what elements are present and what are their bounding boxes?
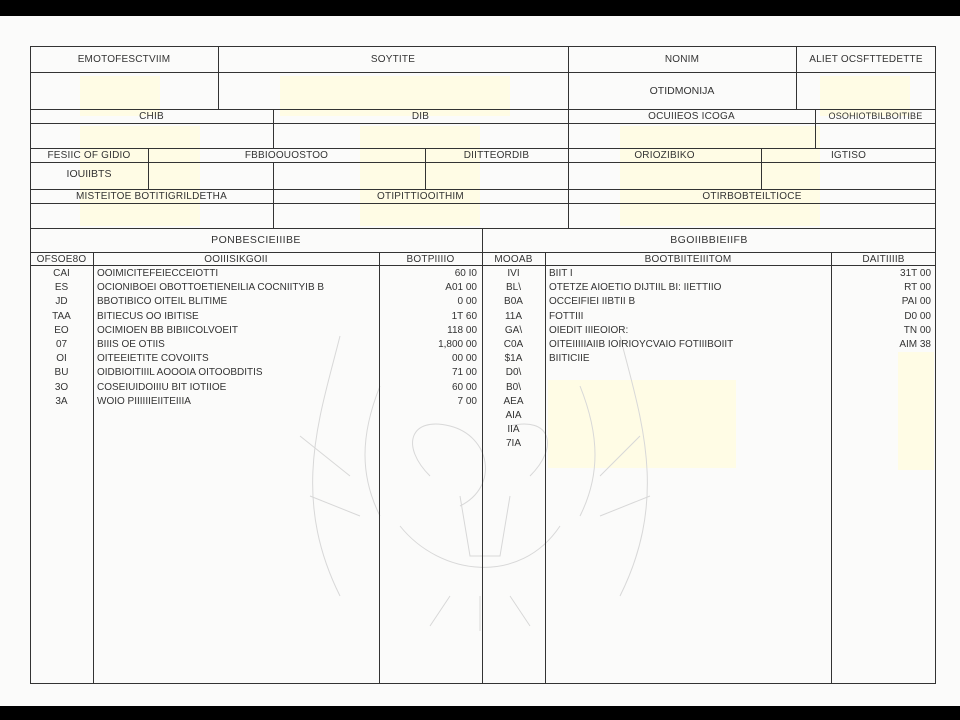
field-label-other-data: OTIPITTIOOITHIM <box>377 191 464 202</box>
col-header-concept: OOIIISIKGOII <box>204 254 268 265</box>
row-code: CAI <box>53 268 70 279</box>
col-header-concept: BOOTBIITEIIITOM <box>644 254 732 265</box>
row-code: IIA <box>507 424 520 436</box>
row-amount: A01 00 <box>445 282 477 294</box>
field-value-nomina: OTIDMONIJA <box>649 85 715 97</box>
row-amount: 0 00 <box>457 296 477 308</box>
row-code: JD <box>55 296 68 308</box>
row-code: B0\ <box>505 381 521 393</box>
field-label-payment-date: DIITTEORDIB <box>463 150 530 161</box>
row-description: WOIO PIIIIIIEIITEIIIA <box>97 395 191 407</box>
row-description: BBOTIBICO OITEIL BLITIME <box>97 296 228 308</box>
field-label-employer: SOYTITE <box>370 54 416 65</box>
row-amount: 60 00 <box>451 381 477 393</box>
form-page <box>0 16 960 706</box>
col-header-amount: BOTPIIIIO <box>406 254 455 265</box>
row-code: TAA <box>52 310 71 322</box>
row-code: C0A <box>503 339 524 350</box>
row-amount: 118 00 <box>447 324 477 336</box>
field-value-period: IOUIIBTS <box>66 168 112 180</box>
field-label-employee-name: EMOTOFESCTVIIM <box>77 54 171 65</box>
row-description: FOTTIII <box>549 310 584 322</box>
row-description: COSEIUIDOIIIU BIT IOTIIOE <box>97 381 227 393</box>
row-description: OIEDIT IIIEOIOR: <box>549 324 629 336</box>
field-label-account: FBBIOOUOSTOO <box>244 150 329 161</box>
row-code: B0A <box>504 296 523 308</box>
row-code: IVI <box>507 268 520 279</box>
row-code: 7IA <box>505 438 521 450</box>
field-label-code: IGTISO <box>830 150 867 161</box>
field-label-rfc: DIB <box>411 111 430 122</box>
row-amount: 71 00 <box>451 367 477 379</box>
field-label-position: OSOHIOTBILBOITIBE <box>828 111 923 121</box>
col-header-amount: DAITIIIIB <box>862 254 905 265</box>
row-description: OITEIIIIIAIIB IOIRIOYCVAIO FOTIIIBOIIT <box>549 339 734 350</box>
row-code: D0\ <box>505 367 522 379</box>
row-code: OI <box>56 353 67 365</box>
row-code: 07 <box>55 339 68 350</box>
row-description: OCCEIFIEI IIBTII B <box>549 296 636 308</box>
row-amount: AIM 38 <box>899 339 931 350</box>
row-code: EO <box>54 324 69 336</box>
section-title-perceptions: PONBESCIEIIIBE <box>211 234 301 246</box>
row-description: OCIONIBOEI OBOTTOETIENEILIA COCNIITYIB B <box>97 282 325 294</box>
field-label-date-range: ALIET OCSFTTEDETTE <box>809 54 923 65</box>
row-code: GA\ <box>504 324 523 336</box>
field-label-nomina: NONIM <box>664 54 700 65</box>
row-code: $1A <box>504 353 523 365</box>
row-code: AIA <box>505 410 522 421</box>
row-amount: 1,800 00 <box>438 339 477 350</box>
row-code: BU <box>54 367 69 379</box>
col-header-code: OFSOE8O <box>36 254 87 265</box>
row-description: BIITICIIE <box>549 353 590 365</box>
row-code: 3A <box>55 395 68 407</box>
row-description: BITIECUS OO IBITISE <box>97 310 199 322</box>
row-code: 3O <box>54 381 69 393</box>
row-amount: 7 00 <box>457 395 477 407</box>
row-description: OTETZE AIOETIO DIJTIIL BI: IIETTIIO <box>549 282 722 294</box>
row-amount: 60 I0 <box>454 268 477 279</box>
row-code: AEA <box>503 395 524 407</box>
row-description: OITEEIETITE COVOIITS <box>97 353 209 365</box>
row-amount: TN 00 <box>903 324 931 336</box>
row-description: BIIT I <box>549 268 573 279</box>
row-amount: D0 00 <box>904 310 931 322</box>
row-description: OCIMIOEN BB BIBIICOLVOEIT <box>97 324 238 336</box>
col-header-code: MOOAB <box>494 254 533 265</box>
row-amount: 00 00 <box>451 353 477 365</box>
section-title-deductions: BGOIIBBIEIIFB <box>670 234 748 246</box>
field-label-other-info: OTIRBOBTEILTIOCE <box>702 191 802 202</box>
row-description: BIIIS OE OTIIS <box>97 339 165 350</box>
row-amount: RT 00 <box>904 282 931 294</box>
field-label-period: FESIIC OF GIDIO <box>47 150 131 161</box>
row-description: OIDBIOITIIIL AOOOIA OITOOBDITIS <box>97 367 263 379</box>
field-label-origin: ORIOZIBIKO <box>634 150 695 161</box>
row-code: 11A <box>504 310 523 322</box>
field-label-curp: CHIB <box>139 111 164 122</box>
row-amount: 31T 00 <box>900 268 931 279</box>
row-description: OOIMICITEFEIECCEIOTTI <box>97 268 219 279</box>
field-label-department: OCUIIEOS ICOGA <box>648 111 735 122</box>
row-code: BL\ <box>505 282 521 294</box>
row-amount: PAI 00 <box>901 296 931 308</box>
row-code: ES <box>54 282 69 294</box>
row-amount: 1T 60 <box>451 310 477 322</box>
field-label-bank-account: MISTEITOE BOTITIGRILDETHA <box>76 191 227 202</box>
